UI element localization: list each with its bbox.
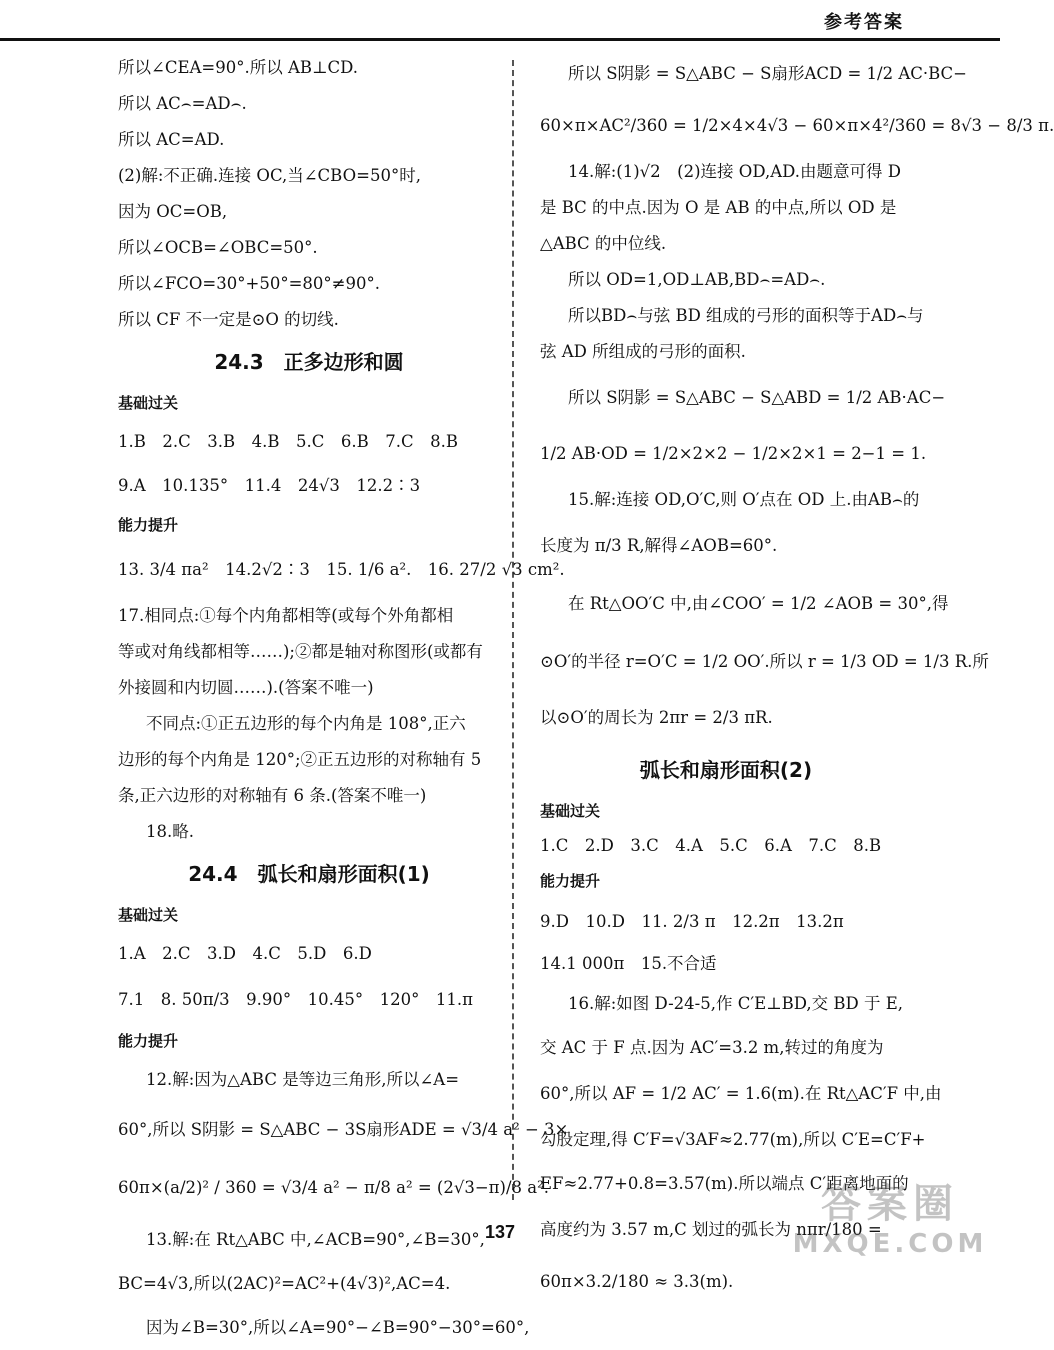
answer-line: 14.1 000π 15.不合适 bbox=[540, 954, 717, 973]
answer-line: 因为∠B=30°,所以∠A=90°−∠B=90°−30°=60°, bbox=[146, 1318, 530, 1337]
left-column bbox=[118, 50, 569, 1350]
page-number: 137 bbox=[484, 1222, 516, 1242]
answer-line: BC=4√3,所以(2AC)²=AC²+(4√3)²,AC=4. bbox=[118, 1274, 451, 1293]
answer-line: 交 AC 于 F 点.因为 AC′=3.2 m,转过的角度为 bbox=[540, 1038, 884, 1057]
answer-line: 所以 OD=1,OD⊥AB,BD⌢=AD⌢. bbox=[568, 270, 826, 289]
answer-line: 17.相同点:①每个内角都相等(或每个外角都相 bbox=[118, 606, 454, 625]
answer-line: 高度约为 3.57 m,C 划过的弧长为 nπr/180 = bbox=[540, 1220, 882, 1239]
answer-line: (2)解:不正确.连接 OC,当∠CBO=50°时, bbox=[118, 166, 421, 185]
answer-line: 所以∠CEA=90°.所以 AB⊥CD. bbox=[118, 58, 359, 77]
subsection-title: 基础过关 bbox=[118, 394, 179, 412]
section-title: 24.3 正多边形和圆 bbox=[214, 350, 404, 374]
answer-line: 所以 S阴影 = S△ABC − S△ABD = 1/2 AB·AC− bbox=[568, 388, 946, 407]
answer-line: 所以∠OCB=∠OBC=50°. bbox=[118, 238, 318, 257]
answer-line: 18.略. bbox=[146, 822, 194, 841]
answer-line: 1.B 2.C 3.B 4.B 5.C 6.B 7.C 8.B bbox=[118, 432, 458, 451]
answer-line: 以⊙O′的周长为 2πr = 2/3 πR. bbox=[540, 708, 773, 727]
answer-line: 不同点:①正五边形的每个内角是 108°,正六 bbox=[146, 714, 466, 733]
answer-line: 1.A 2.C 3.D 4.C 5.D 6.D bbox=[118, 944, 372, 963]
answer-line: △ABC 的中位线. bbox=[540, 234, 667, 253]
answer-line: 所以BD⌢与弦 BD 组成的弓形的面积等于AD⌢与 bbox=[568, 306, 924, 325]
answer-line: 60×π×AC²/360 = 1/2×4×4√3 − 60×π×4²/360 = 8√3 − 8/3 π. bbox=[540, 116, 1054, 135]
answer-line: 15.解:连接 OD,O′C,则 O′点在 OD 上.由AB⌢的 bbox=[568, 490, 920, 509]
column-divider bbox=[512, 60, 514, 1200]
answer-line: 因为 OC=OB, bbox=[118, 202, 228, 221]
answer-line: 12.解:因为△ABC 是等边三角形,所以∠A= bbox=[146, 1070, 460, 1089]
subsection-title: 能力提升 bbox=[118, 516, 179, 534]
watermark-logo bbox=[790, 1172, 990, 1259]
answer-line: 9.A 10.135° 11.4 24√3 12.2∶3 bbox=[118, 476, 421, 495]
answer-line: 在 Rt△OO′C 中,由∠COO′ = 1/2 ∠AOB = 30°,得 bbox=[568, 594, 949, 613]
answer-line: 所以 AC=AD. bbox=[118, 130, 225, 149]
answer-line: ⊙O′的半径 r=O′C = 1/2 OO′.所以 r = 1/3 OD = 1/3 R.所 bbox=[540, 652, 989, 671]
answer-line: 1/2 AB·OD = 1/2×2×2 − 1/2×2×1 = 2−1 = 1. bbox=[540, 444, 927, 463]
answer-line: EF≈2.77+0.8=3.57(m).所以端点 C′距离地面的 bbox=[540, 1174, 909, 1193]
answer-line: 弦 AD 所组成的弓形的面积. bbox=[540, 342, 746, 361]
header-title: 参考答案 bbox=[824, 12, 904, 33]
answer-line: 9.D 10.D 11. 2/3 π 12.2π 13.2π bbox=[540, 912, 844, 931]
subsection-title: 基础过关 bbox=[118, 906, 179, 924]
answer-line: 外接圆和内切圆……).(答案不唯一) bbox=[118, 678, 374, 697]
answer-line: 60π×(a/2)² / 360 = √3/4 a² − π/8 a² = (2√3−π)/8 a². bbox=[118, 1178, 549, 1197]
answer-line: 边形的每个内角是 120°;②正五边形的对称轴有 5 bbox=[118, 750, 482, 769]
answer-line: 所以 CF 不一定是⊙O 的切线. bbox=[118, 310, 339, 329]
answer-line: 60π×3.2/180 ≈ 3.3(m). bbox=[540, 1272, 734, 1291]
answer-line: 60°,所以 S阴影 = S△ABC − 3S扇形ADE = √3/4 a² − 3× bbox=[118, 1120, 569, 1139]
answer-line: 1.C 2.D 3.C 4.A 5.C 6.A 7.C 8.B bbox=[540, 836, 882, 855]
answer-line: 勾股定理,得 C′F=√3AF≈2.77(m),所以 C′E=C′F+ bbox=[540, 1130, 926, 1149]
answer-line: 所以 AC⌢=AD⌢. bbox=[118, 94, 247, 113]
answer-line: 等或对角线都相等……);②都是轴对称图形(或都有 bbox=[118, 642, 483, 661]
answer-line: 16.解:如图 D-24-5,作 C′E⊥BD,交 BD 于 E, bbox=[568, 994, 904, 1013]
answer-line: 是 BC 的中点.因为 O 是 AB 的中点,所以 OD 是 bbox=[540, 198, 897, 217]
answer-line: 条,正六边形的对称轴有 6 条.(答案不唯一) bbox=[118, 786, 427, 805]
section-title: 弧长和扇形面积(2) bbox=[639, 758, 813, 782]
answer-line: 14.解:(1)√2 (2)连接 OD,AD.由题意可得 D bbox=[568, 162, 901, 181]
answer-line: 60°,所以 AF = 1/2 AC′ = 1.6(m).在 Rt△AC′F 中,由 bbox=[540, 1084, 942, 1103]
watermark-line2: MXQE.COM bbox=[792, 1229, 988, 1259]
answer-line: 13. 3/4 πa² 14.2√2∶3 15. 1/6 a². 16. 27/2 √3 cm². bbox=[118, 560, 565, 579]
section-title: 24.4 弧长和扇形面积(1) bbox=[188, 862, 430, 886]
subsection-title: 基础过关 bbox=[540, 802, 601, 820]
subsection-title: 能力提升 bbox=[118, 1032, 179, 1050]
watermark-line1: 答案圈 bbox=[821, 1181, 959, 1227]
answer-line: 13.解:在 Rt△ABC 中,∠ACB=90°,∠B=30°, bbox=[146, 1230, 485, 1249]
answer-line: 所以 S阴影 = S△ABC − S扇形ACD = 1/2 AC·BC− bbox=[568, 64, 967, 83]
answer-line: 长度为 π/3 R,解得∠AOB=60°. bbox=[540, 536, 778, 555]
answer-line: 7.1 8. 50π/3 9.90° 10.45° 120° 11.π bbox=[118, 990, 473, 1009]
answer-line: 所以∠FCO=30°+50°=80°≠90°. bbox=[118, 274, 380, 293]
header-rule bbox=[0, 38, 1000, 41]
right-column bbox=[540, 50, 1054, 1310]
subsection-title: 能力提升 bbox=[540, 872, 601, 890]
